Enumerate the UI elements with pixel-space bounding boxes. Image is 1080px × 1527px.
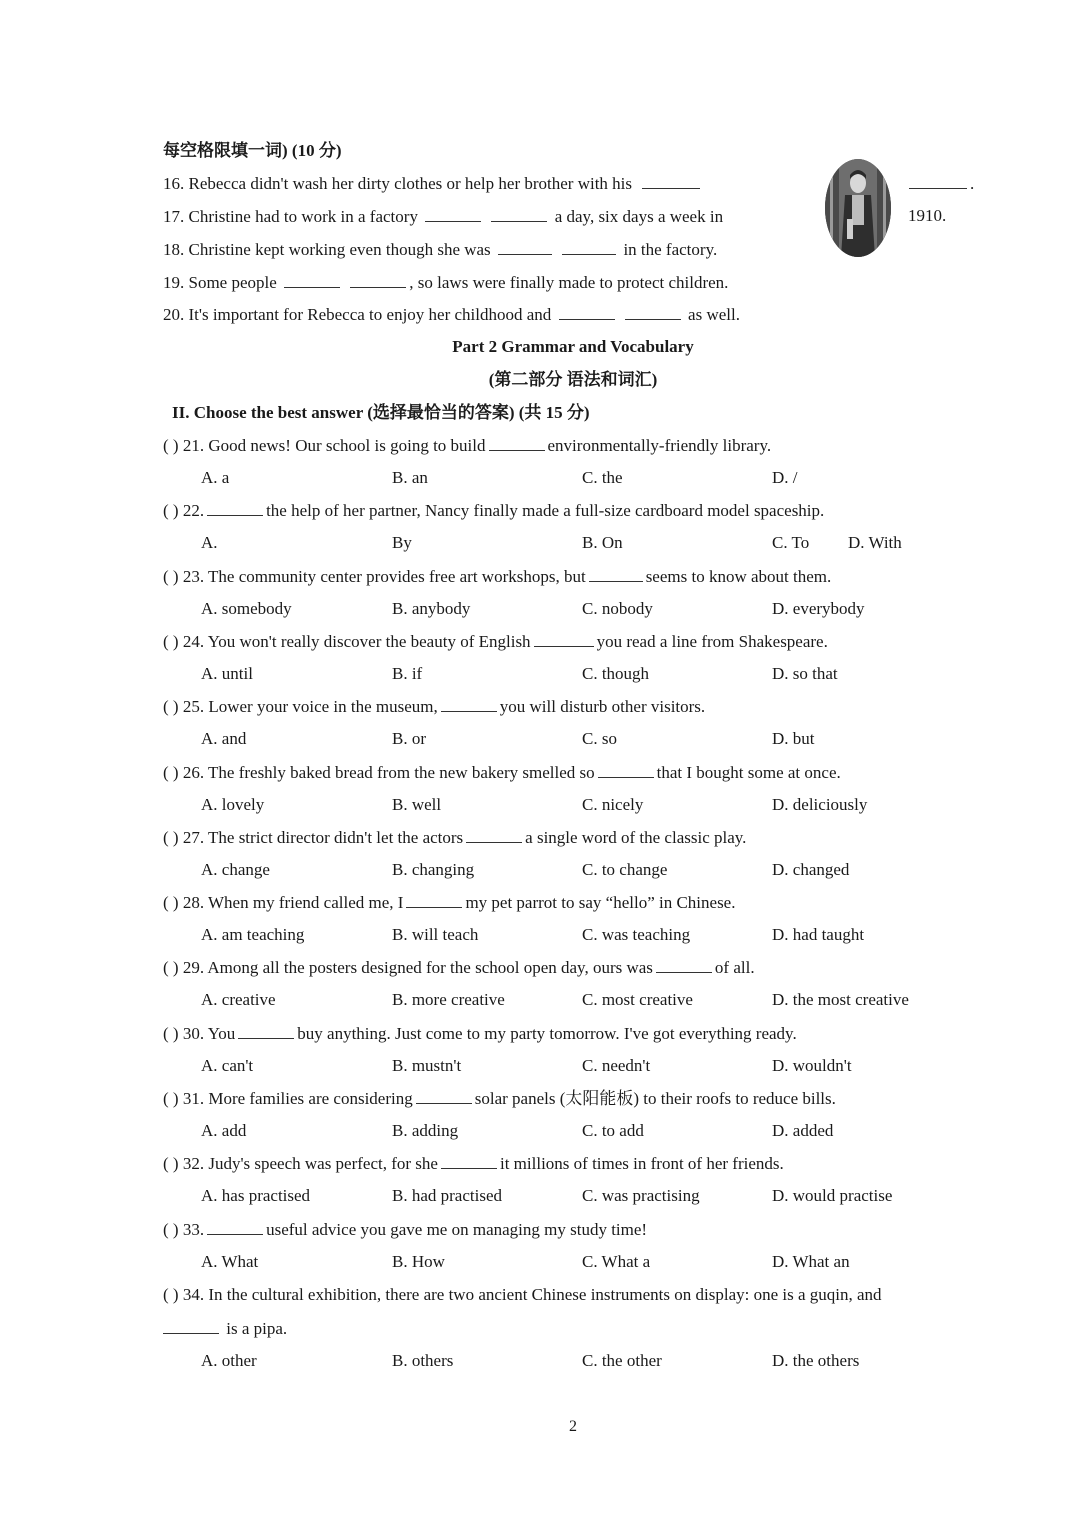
option-b[interactable]: B. others (392, 1351, 454, 1370)
option-d[interactable]: D. added (772, 1121, 834, 1140)
question-stem-start: ( ) 23. The community center provides free art workshops, but (163, 567, 586, 586)
option-c[interactable]: C. the other (582, 1351, 662, 1370)
option-d[interactable]: D. the others (772, 1351, 860, 1370)
option-a[interactable]: A. (201, 533, 218, 552)
answer-blank[interactable] (562, 238, 616, 255)
question-24 (163, 630, 828, 653)
question-34-line2 (163, 1317, 287, 1340)
q16-end: . (970, 174, 975, 193)
question-stem-end: it millions of times in front of her friends. (499, 1154, 784, 1173)
answer-blank[interactable] (498, 238, 552, 255)
option-c[interactable]: C. most creative (582, 990, 693, 1009)
q18-end: in the factory. (623, 240, 718, 259)
question-stem-end: buy anything. Just come to my party tomorrow. I've got everything ready. (297, 1024, 797, 1043)
option-d[interactable]: D. changed (772, 860, 850, 879)
option-c[interactable]: C. the (582, 468, 623, 487)
option-b[interactable]: B. more creative (392, 990, 505, 1009)
question-34-line1: ( ) 34. In the cultural exhibition, there are two ancient Chinese instruments on display: one is a guqin, and (163, 1285, 882, 1304)
option-a[interactable]: A. has practised (201, 1186, 311, 1205)
answer-blank[interactable] (625, 303, 681, 320)
q17-mid: a day, six days a week in (554, 207, 724, 226)
option-c[interactable]: C. to change (582, 860, 668, 879)
question-25 (163, 695, 705, 718)
option-d[interactable]: D. / (772, 468, 798, 487)
answer-blank[interactable] (642, 172, 700, 189)
option-b[interactable]: By (392, 533, 412, 552)
question-stem-end: you will disturb other visitors. (499, 697, 706, 716)
answer-blank[interactable] (406, 891, 462, 908)
part2-subtitle: (第二部分 语法和词汇) (488, 370, 658, 389)
question-20 (163, 303, 740, 326)
instruction-text: 每空格限填一词) (10 分) (163, 141, 342, 160)
q17-start: 17. Christine had to work in a factory (163, 207, 418, 226)
option-b[interactable]: B. will teach (392, 925, 479, 944)
question-32 (163, 1152, 784, 1175)
option-b[interactable]: B. or (392, 729, 426, 748)
option-a[interactable]: A. creative (201, 990, 276, 1009)
option-b[interactable]: B. How (392, 1252, 445, 1271)
option-a[interactable]: A. am teaching (201, 925, 305, 944)
option-b[interactable]: B. mustn't (392, 1056, 462, 1075)
q17-year: 1910. (908, 206, 947, 225)
option-a[interactable]: A. and (201, 729, 247, 748)
option-b[interactable]: B. an (392, 468, 428, 487)
section2-title: II. Choose the best answer (选择最恰当的答案) (共 15 分) (172, 403, 590, 422)
question-28 (163, 891, 735, 914)
answer-blank[interactable] (489, 434, 545, 451)
question-stem-start: ( ) 29. Among all the posters designed for the school open day, ours was (163, 958, 653, 977)
answer-blank[interactable] (598, 761, 654, 778)
answer-blank[interactable] (207, 1218, 263, 1235)
option-a[interactable]: A. other (201, 1351, 257, 1370)
question-16 (163, 172, 703, 195)
question-stem-start: ( ) 26. The freshly baked bread from the new bakery smelled so (163, 763, 595, 782)
question-stem-start: ( ) 22. (163, 501, 205, 520)
option-b[interactable]: B. changing (392, 860, 475, 879)
question-stem-end: solar panels (太阳能板) to their roofs to reduce bills. (474, 1089, 836, 1108)
question-16-end (906, 172, 974, 195)
question-23 (163, 565, 831, 588)
option-c[interactable]: C. needn't (582, 1056, 651, 1075)
answer-blank[interactable] (350, 271, 406, 288)
answer-blank[interactable] (441, 695, 497, 712)
question-21 (163, 434, 771, 457)
option-c[interactable]: C. though (582, 664, 650, 683)
question-stem-start: ( ) 32. Judy's speech was perfect, for she (163, 1154, 438, 1173)
option-a[interactable]: A. a (201, 468, 230, 487)
option-b[interactable]: B. had practised (392, 1186, 502, 1205)
question-22 (163, 499, 824, 522)
girl-portrait-photo (825, 159, 891, 257)
question-stem-end: the help of her partner, Nancy finally made a full-size cardboard model spaceship. (266, 501, 825, 520)
option-c[interactable]: B. On (582, 533, 623, 552)
question-stem-start: ( ) 31. More families are considering (163, 1089, 413, 1108)
option-a[interactable]: A. change (201, 860, 270, 879)
question-stem-end: that I bought some at once. (656, 763, 841, 782)
option-d[interactable]: D. but (772, 729, 815, 748)
question-stem-end: useful advice you gave me on managing my study time! (266, 1220, 648, 1239)
q20-end: as well. (688, 305, 740, 324)
answer-blank[interactable] (441, 1152, 497, 1169)
option-c[interactable]: C. nicely (582, 795, 644, 814)
question-31 (163, 1087, 836, 1110)
option-a[interactable]: A. until (201, 664, 253, 683)
option-e[interactable]: D. With (848, 533, 902, 552)
option-d[interactable]: D. had taught (772, 925, 865, 944)
question-stem-end: my pet parrot to say “hello” in Chinese. (465, 893, 736, 912)
question-stem-start: ( ) 33. (163, 1220, 205, 1239)
question-30 (163, 1022, 797, 1045)
question-26 (163, 761, 841, 784)
option-b[interactable]: B. anybody (392, 599, 471, 618)
option-d[interactable]: D. everybody (772, 599, 865, 618)
q19-start: 19. Some people (163, 273, 277, 292)
option-a[interactable]: A. lovely (201, 795, 265, 814)
answer-blank[interactable] (534, 630, 594, 647)
question-33 (163, 1218, 647, 1241)
question-stem-end: a single word of the classic play. (525, 828, 747, 847)
option-c[interactable]: C. so (582, 729, 617, 748)
answer-blank[interactable] (425, 205, 481, 222)
question-stem-end: of all. (714, 958, 755, 977)
answer-blank[interactable] (589, 565, 643, 582)
option-a[interactable]: A. can't (201, 1056, 254, 1075)
part2-title: Part 2 Grammar and Vocabulary (452, 337, 694, 356)
option-d[interactable]: D. deliciously (772, 795, 868, 814)
option-d[interactable]: D. What an (772, 1252, 850, 1271)
answer-blank[interactable] (238, 1022, 294, 1039)
option-d[interactable]: D. would practise (772, 1186, 893, 1205)
question-stem-start: ( ) 27. The strict director didn't let the actors (163, 828, 464, 847)
option-b[interactable]: B. adding (392, 1121, 459, 1140)
q16-text: 16. Rebecca didn't wash her dirty clothes or help her brother with his (163, 174, 633, 193)
answer-blank[interactable] (207, 499, 263, 516)
answer-blank[interactable] (284, 271, 340, 288)
question-stem-end: you read a line from Shakespeare. (596, 632, 828, 651)
question-stem-end: seems to know about them. (645, 567, 832, 586)
q18-start: 18. Christine kept working even though she was (163, 240, 491, 259)
option-a[interactable]: A. somebody (201, 599, 292, 618)
option-c[interactable]: C. nobody (582, 599, 653, 618)
question-stem-end: environmentally-friendly library. (547, 436, 772, 455)
answer-blank[interactable] (163, 1317, 219, 1334)
question-29 (163, 956, 755, 979)
question-stem-start: ( ) 25. Lower your voice in the museum, (163, 697, 438, 716)
q34-end: is a pipa. (226, 1319, 288, 1338)
option-a[interactable]: A. What (201, 1252, 259, 1271)
page-number: 2 (569, 1418, 577, 1435)
question-27 (163, 826, 746, 849)
question-stem-start: ( ) 24. You won't really discover the beauty of English (163, 632, 531, 651)
question-stem-start: ( ) 21. Good news! Our school is going to build (163, 436, 486, 455)
option-d[interactable]: D. wouldn't (772, 1056, 852, 1075)
answer-blank[interactable] (466, 826, 522, 843)
option-c[interactable]: C. was teaching (582, 925, 691, 944)
question-stem-start: ( ) 28. When my friend called me, I (163, 893, 404, 912)
answer-blank[interactable] (909, 172, 967, 189)
q19-end: , so laws were finally made to protect children. (409, 273, 729, 292)
option-c[interactable]: C. was practising (582, 1186, 700, 1205)
answer-blank[interactable] (491, 205, 547, 222)
option-d[interactable]: D. so that (772, 664, 838, 683)
option-b[interactable]: B. well (392, 795, 442, 814)
option-c[interactable]: C. What a (582, 1252, 651, 1271)
question-17 (163, 205, 723, 228)
option-d[interactable]: D. the most creative (772, 990, 909, 1009)
option-b[interactable]: B. if (392, 664, 423, 683)
option-c[interactable]: C. to add (582, 1121, 644, 1140)
answer-blank[interactable] (416, 1087, 472, 1104)
q20-start: 20. It's important for Rebecca to enjoy her childhood and (163, 305, 552, 324)
answer-blank[interactable] (559, 303, 615, 320)
question-stem-start: ( ) 30. You (163, 1024, 236, 1043)
answer-blank[interactable] (656, 956, 712, 973)
question-18 (163, 238, 717, 261)
question-19 (163, 271, 728, 294)
girl-portrait-icon (825, 159, 891, 257)
option-a[interactable]: A. add (201, 1121, 247, 1140)
option-d[interactable]: C. To (772, 533, 810, 552)
